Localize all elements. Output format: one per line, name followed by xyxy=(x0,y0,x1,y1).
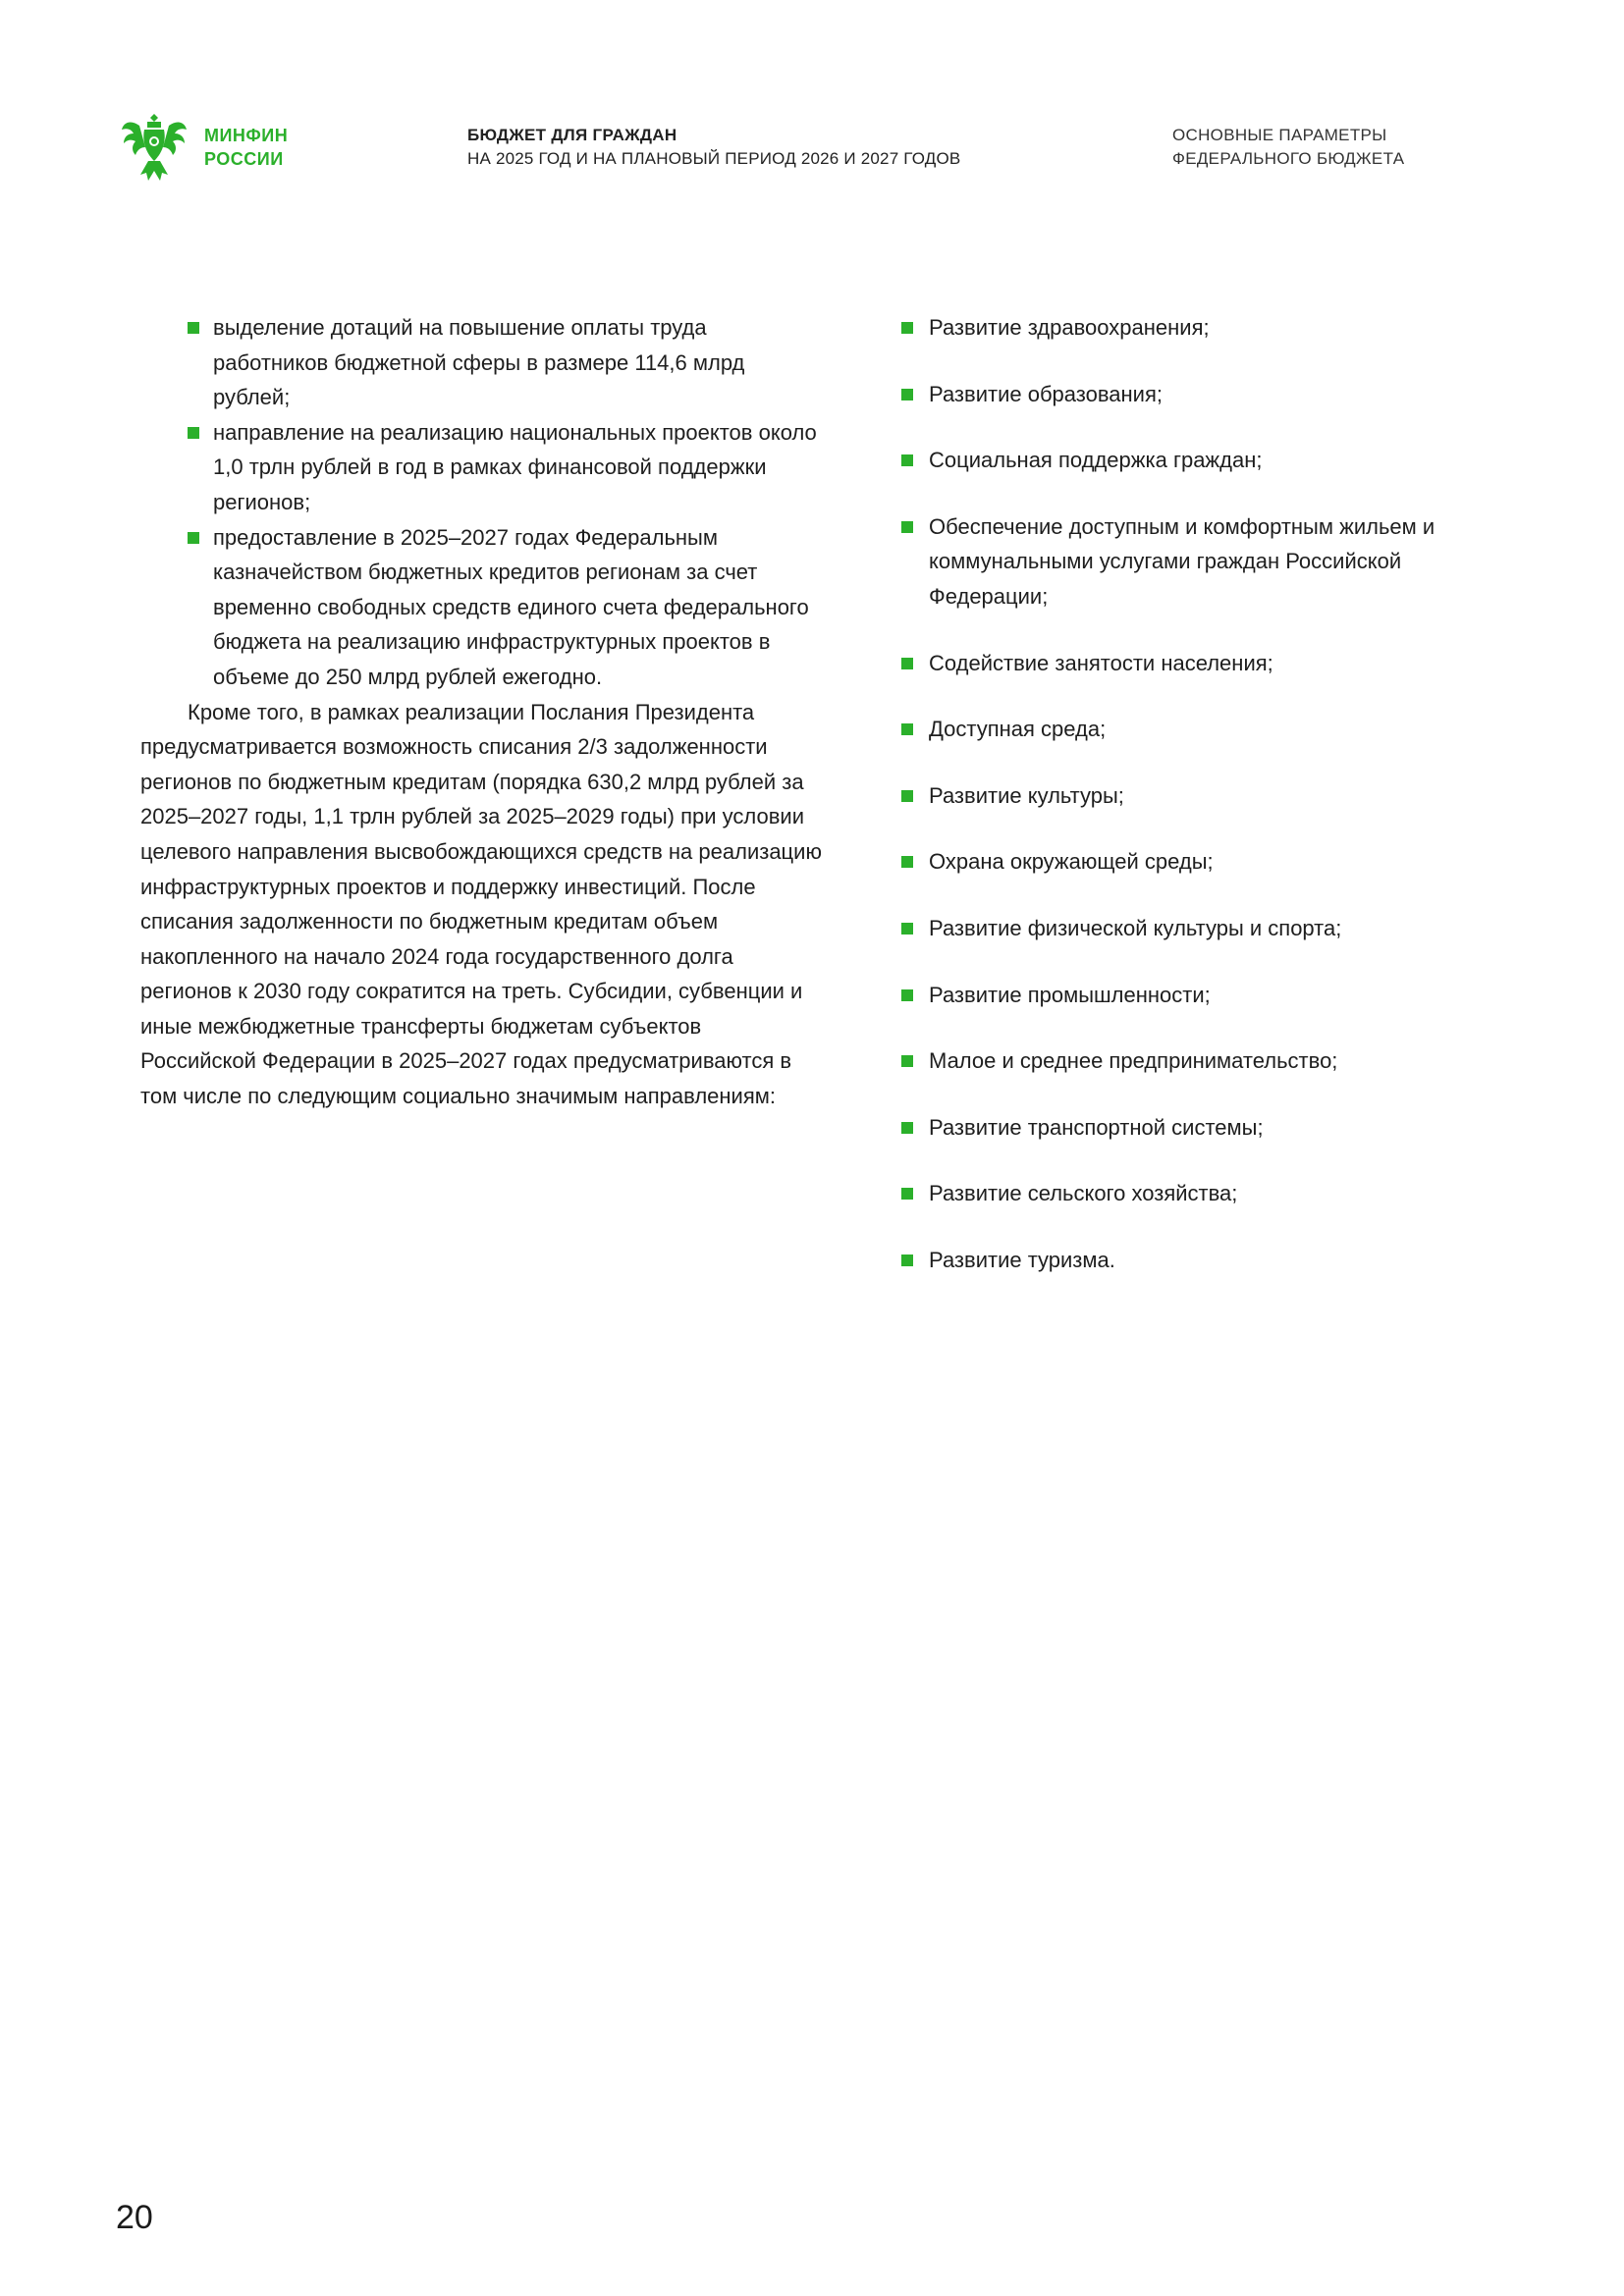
square-bullet-icon xyxy=(901,322,913,334)
square-bullet-icon xyxy=(188,322,199,334)
square-bullet-icon xyxy=(188,427,199,439)
square-bullet-icon xyxy=(901,1055,913,1067)
square-bullet-icon xyxy=(901,923,913,934)
list-item-text: предоставление в 2025–2027 годах Федеральным казначейством бюджетных кредитов регионам за счет временно свободных средств единого счета федерального бюджета на реализацию инфраструктурных проектов в объеме до 250 млрд рублей ежегодно. xyxy=(213,524,809,689)
list-item xyxy=(901,1043,1451,1079)
square-bullet-icon xyxy=(901,723,913,735)
list-item xyxy=(901,443,1451,478)
list-item xyxy=(140,415,823,520)
list-item-text: Малое и среднее предпринимательство; xyxy=(929,1048,1338,1074)
list-item-text: Доступная среда; xyxy=(929,717,1107,742)
square-bullet-icon xyxy=(188,532,199,544)
list-item xyxy=(901,1110,1451,1146)
list-item xyxy=(140,310,823,415)
left-bullet-list xyxy=(140,310,823,695)
list-item-text: Развитие физической культуры и спорта; xyxy=(929,915,1342,940)
document-subtitle: НА 2025 ГОД И НА ПЛАНОВЫЙ ПЕРИОД 2026 И 2027 ГОДОВ xyxy=(467,149,961,168)
square-bullet-icon xyxy=(901,658,913,669)
list-item xyxy=(901,712,1451,747)
directions-list xyxy=(901,310,1451,1278)
list-item-text: Охрана окружающей среды; xyxy=(929,849,1214,875)
square-bullet-icon xyxy=(901,389,913,400)
list-item xyxy=(901,1176,1451,1211)
logo-line-2: РОССИИ xyxy=(204,149,284,169)
section-title-line-2: ФЕДЕРАЛЬНОГО БЮДЖЕТА xyxy=(1172,149,1405,168)
square-bullet-icon xyxy=(901,454,913,466)
list-item xyxy=(901,978,1451,1013)
list-item xyxy=(901,310,1451,346)
page-number: 20 xyxy=(116,2199,153,2236)
list-item-text: Обеспечение доступным и комфортным жильем и коммунальными услугами граждан Российской Федерации; xyxy=(929,513,1435,609)
list-item-text: Развитие образования; xyxy=(929,381,1163,406)
list-item-text: Развитие здравоохранения; xyxy=(929,315,1210,340)
square-bullet-icon xyxy=(901,1122,913,1134)
list-item-text: Развитие культуры; xyxy=(929,782,1124,808)
eagle-emblem-icon xyxy=(116,108,192,187)
ministry-logo-text xyxy=(204,124,288,171)
section-title-line-1: ОСНОВНЫЕ ПАРАМЕТРЫ xyxy=(1172,126,1387,144)
list-item-text: Содействие занятости населения; xyxy=(929,650,1273,675)
square-bullet-icon xyxy=(901,1188,913,1200)
list-item-text: Развитие транспортной системы; xyxy=(929,1114,1264,1140)
list-item-text: выделение дотаций на повышение оплаты труда работников бюджетной сферы в размере 114,6 млрд рублей; xyxy=(213,315,745,410)
square-bullet-icon xyxy=(901,856,913,868)
document-title: БЮДЖЕТ ДЛЯ ГРАЖДАН xyxy=(467,126,677,144)
section-title-block xyxy=(1172,124,1404,171)
list-item-text: направление на реализацию национальных проектов около 1,0 трлн рублей в год в рамках финансовой поддержки регионов; xyxy=(213,419,817,514)
list-item xyxy=(901,778,1451,814)
square-bullet-icon xyxy=(901,521,913,533)
page-header xyxy=(0,108,1624,196)
list-item xyxy=(901,911,1451,946)
list-item xyxy=(901,377,1451,412)
list-item xyxy=(901,1243,1451,1278)
right-column xyxy=(901,310,1451,1309)
square-bullet-icon xyxy=(901,1255,913,1266)
logo-line-1: МИНФИН xyxy=(204,126,289,145)
square-bullet-icon xyxy=(901,989,913,1001)
body-paragraph: Кроме того, в рамках реализации Послания Президента предусматривается возможность списания 2/3 задолженности регионов по бюджетным кредитам (порядка 630,2 млрд рублей за 2025–2027 годы, 1,1 трлн рублей за 2025–2029 годы) при условии целевого направления высвобождающихся средств на реализацию инфраструктурных проектов и поддержку инвестиций. После списания задолженности по бюджетным кредитам объем накопленного на начало 2024 года государственного долга регионов к 2030 году сократится на треть. Субсидии, субвенции и иные межбюджетные трансферты бюджетам субъектов Российской Федерации в 2025–2027 годах предусматриваются в том числе по следующим социально значимым направлениям: xyxy=(140,699,822,1109)
square-bullet-icon xyxy=(901,790,913,802)
list-item xyxy=(140,520,823,695)
list-item-text: Развитие сельского хозяйства; xyxy=(929,1181,1238,1206)
list-item xyxy=(901,844,1451,880)
list-item-text: Развитие туризма. xyxy=(929,1247,1115,1272)
list-item-text: Развитие промышленности; xyxy=(929,982,1211,1007)
left-column xyxy=(140,310,823,1114)
document-title-block xyxy=(467,124,960,171)
list-item xyxy=(901,509,1451,614)
list-item-text: Социальная поддержка граждан; xyxy=(929,448,1263,473)
list-item xyxy=(901,646,1451,681)
